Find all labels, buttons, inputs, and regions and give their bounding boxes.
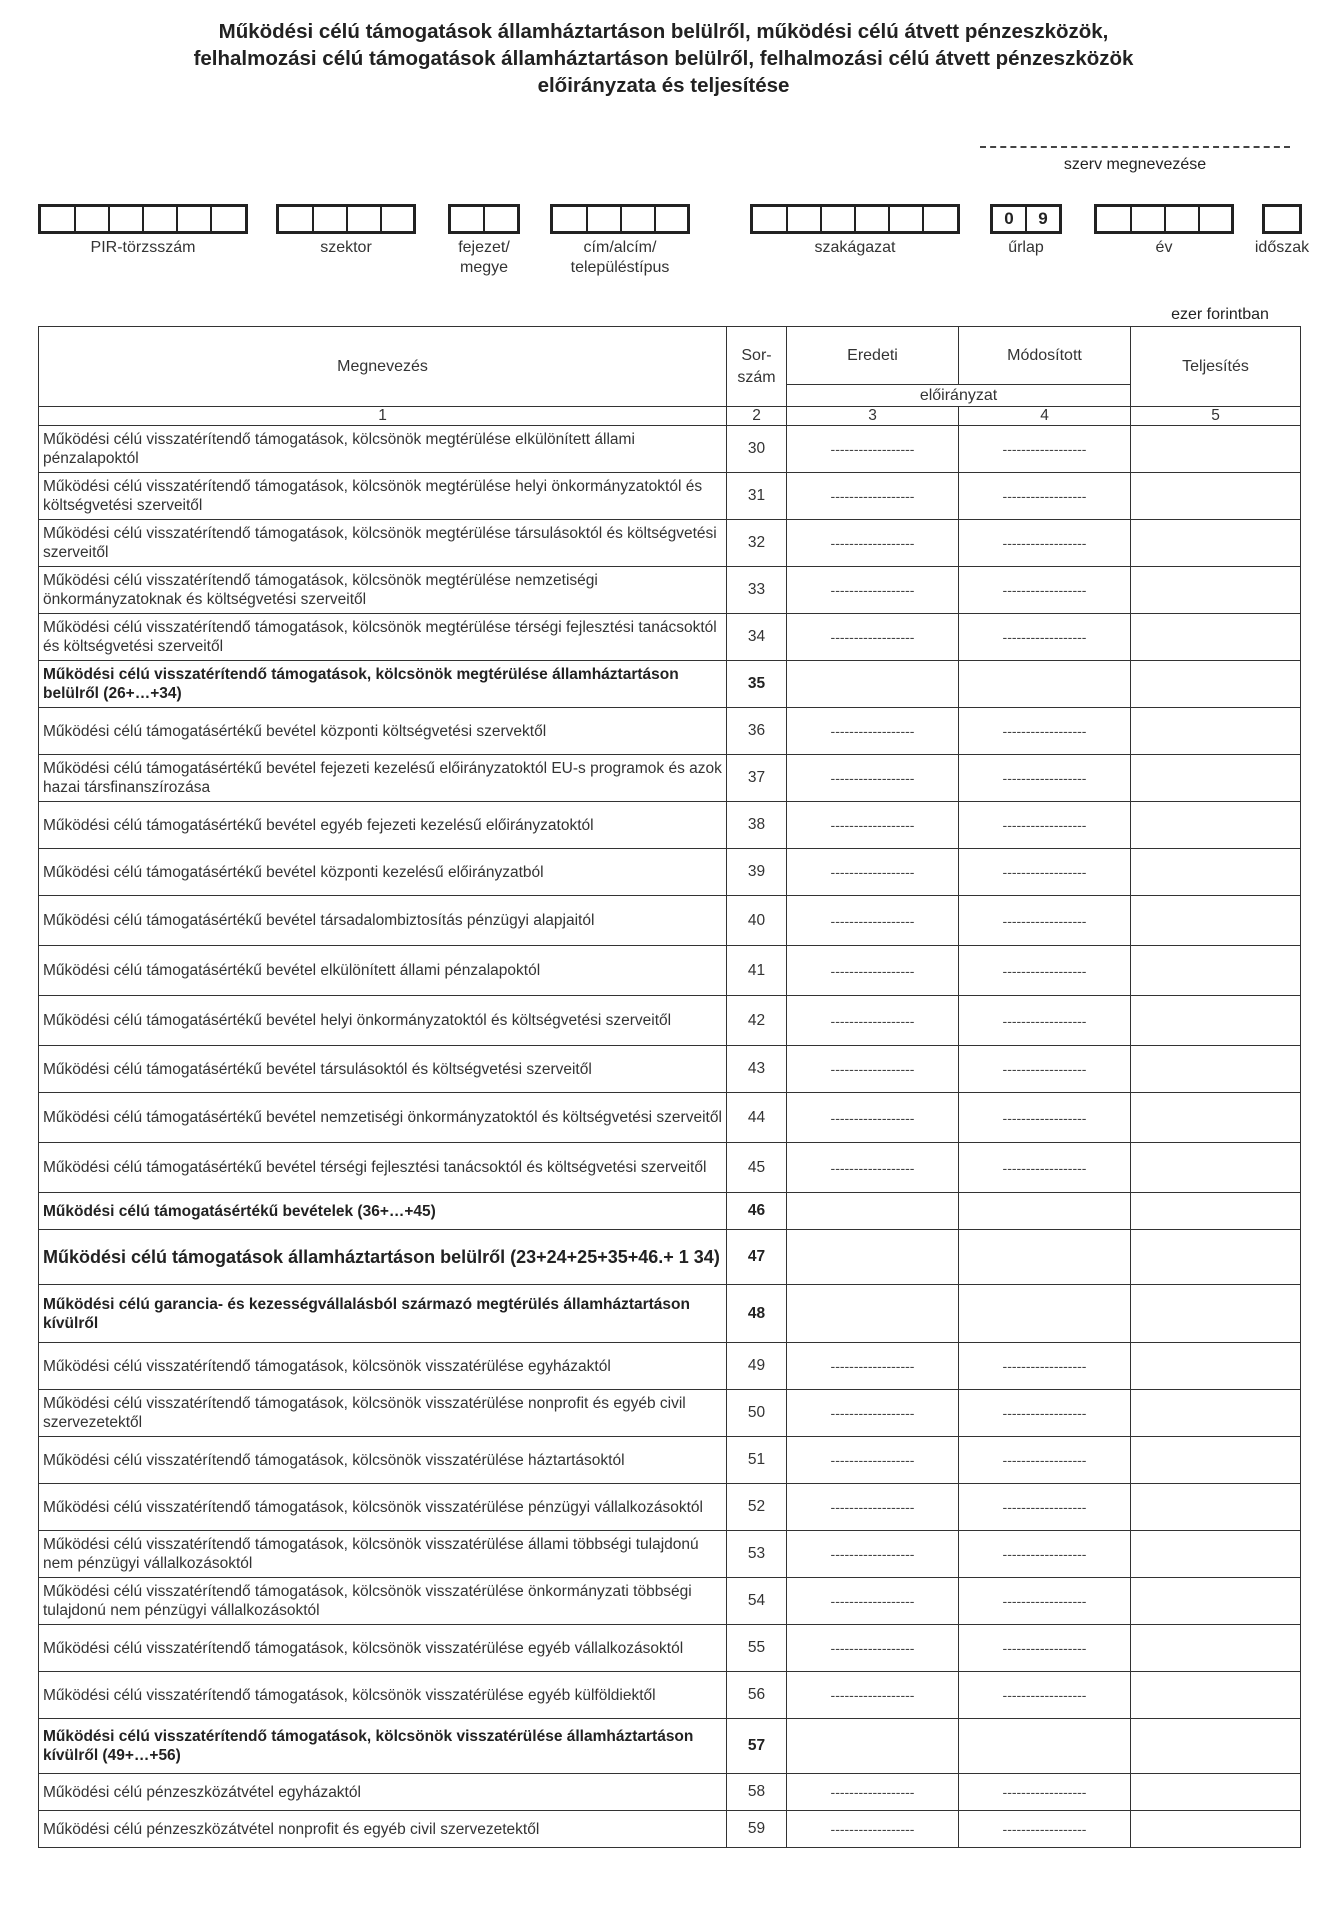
- col-header-eredeti: Eredeti: [787, 327, 959, 385]
- row-number: 52: [727, 1484, 787, 1531]
- row-eredeti-cell[interactable]: [787, 1719, 959, 1774]
- row-eredeti-cell: ------------------: [787, 1437, 959, 1484]
- table-row: [39, 1719, 1301, 1774]
- row-modositott-cell: ------------------: [959, 567, 1131, 614]
- row-number: 30: [727, 426, 787, 473]
- row-teljesites-cell[interactable]: [1131, 802, 1301, 849]
- col-number-5: 5: [1131, 407, 1301, 426]
- row-teljesites-cell[interactable]: [1131, 426, 1301, 473]
- row-modositott-cell: ------------------: [959, 1343, 1131, 1390]
- row-eredeti-cell: ------------------: [787, 996, 959, 1046]
- org-name-field[interactable]: [980, 146, 1290, 174]
- row-eredeti-cell: ------------------: [787, 708, 959, 755]
- row-number: 46: [727, 1193, 787, 1230]
- urlap-input: [990, 204, 1062, 234]
- row-teljesites-cell[interactable]: [1131, 1285, 1301, 1343]
- table-row: [39, 1193, 1301, 1230]
- form-title: [0, 18, 1327, 99]
- col-number-1: 1: [39, 407, 727, 426]
- row-label: Működési célú visszatérítendő támogatások, kölcsönök visszatérülése pénzügyi vállalkozásoktól: [39, 1484, 727, 1531]
- org-name-line: [980, 146, 1290, 150]
- row-teljesites-cell[interactable]: [1131, 755, 1301, 802]
- row-eredeti-cell: ------------------: [787, 1143, 959, 1193]
- row-label: Működési célú támogatásértékű bevétel elkülönített állami pénzalapoktól: [39, 946, 727, 996]
- row-eredeti-cell: ------------------: [787, 614, 959, 661]
- pir-label: PIR-törzsszám: [90, 239, 196, 256]
- row-eredeti-cell[interactable]: [787, 1285, 959, 1343]
- identifier-row: [0, 204, 1327, 284]
- row-teljesites-cell[interactable]: [1131, 1719, 1301, 1774]
- row-label: Működési célú garancia- és kezességvállalásból származó megtérülés államháztartáson kívülről: [39, 1285, 727, 1343]
- ev-label: év: [1155, 239, 1173, 256]
- row-modositott-cell: ------------------: [959, 1437, 1131, 1484]
- row-modositott-cell: ------------------: [959, 1774, 1131, 1811]
- col-header-megnevezes: Megnevezés: [39, 327, 727, 407]
- ev-input[interactable]: [1094, 204, 1234, 234]
- szakagazat-input[interactable]: [750, 204, 960, 234]
- row-teljesites-cell[interactable]: [1131, 567, 1301, 614]
- idoszak-input[interactable]: [1262, 204, 1302, 234]
- title-line-3: előirányzata és teljesítése: [537, 74, 790, 97]
- row-label: Működési célú visszatérítendő támogatások, kölcsönök visszatérülése háztartásoktól: [39, 1437, 727, 1484]
- row-eredeti-cell: ------------------: [787, 1672, 959, 1719]
- row-label: Működési célú visszatérítendő támogatások, kölcsönök visszatérülése állami többségi tulajdonú nem pénzügyi vállalkozásoktól: [39, 1531, 727, 1578]
- row-teljesites-cell[interactable]: [1131, 946, 1301, 996]
- table-row: [39, 1230, 1301, 1285]
- col-header-eloiranyzat: előirányzat: [787, 385, 1131, 407]
- urlap-digit-1: 0: [993, 207, 1027, 231]
- row-modositott-cell: ------------------: [959, 896, 1131, 946]
- row-label: Működési célú támogatásértékű bevétel térségi fejlesztési tanácsoktól és költségvetési szerveitől: [39, 1143, 727, 1193]
- row-eredeti-cell: ------------------: [787, 1343, 959, 1390]
- row-teljesites-cell[interactable]: [1131, 1625, 1301, 1672]
- row-modositott-cell: ------------------: [959, 1093, 1131, 1143]
- row-eredeti-cell: ------------------: [787, 1390, 959, 1437]
- row-teljesites-cell[interactable]: [1131, 1437, 1301, 1484]
- row-teljesites-cell[interactable]: [1131, 1343, 1301, 1390]
- row-teljesites-cell[interactable]: [1131, 1143, 1301, 1193]
- row-number: 33: [727, 567, 787, 614]
- unit-label: ezer forintban: [1171, 306, 1269, 323]
- org-name-label: szerv megnevezése: [1063, 156, 1207, 173]
- row-number: 36: [727, 708, 787, 755]
- table-row: [39, 896, 1301, 946]
- row-label: Működési célú visszatérítendő támogatások, kölcsönök megtérülése államháztartáson belülről (26+…+34): [39, 661, 727, 708]
- row-label: Működési célú támogatásértékű bevétel társadalombiztosítás pénzügyi alapjaitól: [39, 896, 727, 946]
- row-teljesites-cell[interactable]: [1131, 1046, 1301, 1093]
- row-number: 31: [727, 473, 787, 520]
- table-row: [39, 946, 1301, 996]
- row-teljesites-cell[interactable]: [1131, 1672, 1301, 1719]
- col-header-sorszam: Sor- szám: [727, 327, 787, 407]
- table-row: [39, 661, 1301, 708]
- row-eredeti-cell: ------------------: [787, 1093, 959, 1143]
- table-row: [39, 473, 1301, 520]
- title-line-2: felhalmozási célú támogatások államháztartáson belülről, felhalmozási célú átvett pénzeszközök: [193, 47, 1134, 70]
- row-eredeti-cell: ------------------: [787, 1578, 959, 1625]
- cim-input[interactable]: [550, 204, 690, 234]
- row-number: 44: [727, 1093, 787, 1143]
- table-row: [39, 520, 1301, 567]
- table-row: [39, 1437, 1301, 1484]
- row-number: 59: [727, 1811, 787, 1848]
- col-number-4: 4: [959, 407, 1131, 426]
- row-eredeti-cell: ------------------: [787, 1484, 959, 1531]
- fejezet-label: fejezet/ megye: [458, 239, 510, 276]
- row-eredeti-cell: ------------------: [787, 1625, 959, 1672]
- row-teljesites-cell[interactable]: [1131, 996, 1301, 1046]
- table-row: [39, 996, 1301, 1046]
- row-label: Működési célú visszatérítendő támogatások, kölcsönök visszatérülése nonprofit és egyéb civil szervezetektől: [39, 1390, 727, 1437]
- row-teljesites-cell[interactable]: [1131, 1093, 1301, 1143]
- row-teljesites-cell[interactable]: [1131, 520, 1301, 567]
- row-label: Működési célú támogatásértékű bevétel fejezeti kezelésű előirányzatoktól EU-s programok és azok hazai társfinanszírozása: [39, 755, 727, 802]
- row-eredeti-cell: ------------------: [787, 946, 959, 996]
- row-teljesites-cell[interactable]: [1131, 849, 1301, 896]
- row-label: Működési célú visszatérítendő támogatások, kölcsönök megtérülése térségi fejlesztési tanácsoktól és költségvetési szerveitől: [39, 614, 727, 661]
- row-label: Működési célú visszatérítendő támogatások, kölcsönök visszatérülése egyházaktól: [39, 1343, 727, 1390]
- row-modositott-cell: ------------------: [959, 1672, 1131, 1719]
- row-eredeti-cell: ------------------: [787, 426, 959, 473]
- row-modositott-cell[interactable]: [959, 1230, 1131, 1285]
- row-number: 50: [727, 1390, 787, 1437]
- row-number: 45: [727, 1143, 787, 1193]
- col-header-teljesites: Teljesítés: [1131, 327, 1301, 407]
- col-number-2: 2: [727, 407, 787, 426]
- fejezet-input[interactable]: [448, 204, 520, 234]
- row-number: 40: [727, 896, 787, 946]
- row-modositott-cell: ------------------: [959, 520, 1131, 567]
- row-modositott-cell[interactable]: [959, 1193, 1131, 1230]
- row-modositott-cell: ------------------: [959, 755, 1131, 802]
- table-row: [39, 614, 1301, 661]
- row-modositott-cell: ------------------: [959, 426, 1131, 473]
- row-number: 42: [727, 996, 787, 1046]
- row-eredeti-cell: ------------------: [787, 755, 959, 802]
- row-modositott-cell: ------------------: [959, 1625, 1131, 1672]
- table-row: [39, 426, 1301, 473]
- row-eredeti-cell: ------------------: [787, 896, 959, 946]
- row-modositott-cell: ------------------: [959, 614, 1131, 661]
- urlap-digit-2: 9: [1038, 209, 1048, 228]
- row-label: Működési célú támogatásértékű bevétel központi költségvetési szervektől: [39, 708, 727, 755]
- row-label: Működési célú támogatásértékű bevétel helyi önkormányzatoktól és költségvetési szerveitől: [39, 996, 727, 1046]
- row-teljesites-cell[interactable]: [1131, 614, 1301, 661]
- row-modositott-cell[interactable]: [959, 1719, 1131, 1774]
- table-row: [39, 1343, 1301, 1390]
- row-label: Működési célú támogatásértékű bevétel társulásoktól és költségvetési szerveitől: [39, 1046, 727, 1093]
- row-eredeti-cell: ------------------: [787, 802, 959, 849]
- row-label: Működési célú támogatásértékű bevétel központi kezelésű előirányzatból: [39, 849, 727, 896]
- row-number: 56: [727, 1672, 787, 1719]
- row-teljesites-cell[interactable]: [1131, 1774, 1301, 1811]
- row-eredeti-cell: ------------------: [787, 473, 959, 520]
- table-row: [39, 1285, 1301, 1343]
- row-eredeti-cell: ------------------: [787, 520, 959, 567]
- row-label: Működési célú visszatérítendő támogatások, kölcsönök visszatérülése egyéb külföldiektől: [39, 1672, 727, 1719]
- row-eredeti-cell[interactable]: [787, 1230, 959, 1285]
- row-number: 35: [727, 661, 787, 708]
- row-teljesites-cell[interactable]: [1131, 1531, 1301, 1578]
- row-label: Működési célú pénzeszközátvétel egyházaktól: [39, 1774, 727, 1811]
- row-modositott-cell: ------------------: [959, 1531, 1131, 1578]
- row-teljesites-cell[interactable]: [1131, 1390, 1301, 1437]
- row-eredeti-cell: ------------------: [787, 1046, 959, 1093]
- szektor-input[interactable]: [276, 204, 416, 234]
- row-modositott-cell: ------------------: [959, 1143, 1131, 1193]
- row-label: Működési célú visszatérítendő támogatások, kölcsönök megtérülése társulásoktól és költségvetési szerveitől: [39, 520, 727, 567]
- row-teljesites-cell[interactable]: [1131, 896, 1301, 946]
- row-label: Működési célú visszatérítendő támogatások, kölcsönök megtérülése elkülönített állami pénzalapoktól: [39, 426, 727, 473]
- row-modositott-cell: ------------------: [959, 849, 1131, 896]
- row-modositott-cell: ------------------: [959, 802, 1131, 849]
- col-number-3: 3: [787, 407, 959, 426]
- row-eredeti-cell: ------------------: [787, 1811, 959, 1848]
- row-modositott-cell: ------------------: [959, 1484, 1131, 1531]
- row-modositott-cell[interactable]: [959, 661, 1131, 708]
- table-row: [39, 567, 1301, 614]
- row-number: 57: [727, 1719, 787, 1774]
- table-row: [39, 1625, 1301, 1672]
- row-number: 39: [727, 849, 787, 896]
- row-eredeti-cell: ------------------: [787, 1531, 959, 1578]
- row-eredeti-cell: ------------------: [787, 849, 959, 896]
- row-eredeti-cell[interactable]: [787, 661, 959, 708]
- row-teljesites-cell[interactable]: [1131, 1578, 1301, 1625]
- row-eredeti-cell[interactable]: [787, 1193, 959, 1230]
- row-modositott-cell[interactable]: [959, 1285, 1131, 1343]
- table-row: [39, 1143, 1301, 1193]
- row-label: Működési célú visszatérítendő támogatások, kölcsönök visszatérülése államháztartáson kívülről (49+…+56): [39, 1719, 727, 1774]
- szakagazat-label: szakágazat: [814, 239, 896, 256]
- table-row: [39, 755, 1301, 802]
- row-modositott-cell: ------------------: [959, 708, 1131, 755]
- row-teljesites-cell[interactable]: [1131, 1230, 1301, 1285]
- row-number: 58: [727, 1774, 787, 1811]
- table-row: [39, 1046, 1301, 1093]
- table-row: [39, 1093, 1301, 1143]
- row-modositott-cell: ------------------: [959, 473, 1131, 520]
- table-row: [39, 708, 1301, 755]
- row-number: 34: [727, 614, 787, 661]
- row-number: 54: [727, 1578, 787, 1625]
- row-label: Működési célú támogatások államháztartáson belülről (23+24+25+35+46.+ 1 34): [39, 1230, 727, 1285]
- row-label: Működési célú pénzeszközátvétel nonprofit és egyéb civil szervezetektől: [39, 1811, 727, 1848]
- row-number: 38: [727, 802, 787, 849]
- table-row: [39, 1484, 1301, 1531]
- row-number: 53: [727, 1531, 787, 1578]
- row-number: 55: [727, 1625, 787, 1672]
- urlap-label: űrlap: [1008, 239, 1044, 256]
- row-modositott-cell: ------------------: [959, 1046, 1131, 1093]
- idoszak-label: időszak: [1254, 239, 1310, 256]
- row-teljesites-cell[interactable]: [1131, 661, 1301, 708]
- row-number: 37: [727, 755, 787, 802]
- row-number: 47: [727, 1230, 787, 1285]
- row-eredeti-cell: ------------------: [787, 1774, 959, 1811]
- row-label: Működési célú visszatérítendő támogatások, kölcsönök megtérülése nemzetiségi önkormányzatoknak és költségvetési szerveitől: [39, 567, 727, 614]
- row-label: Működési célú támogatásértékű bevételek (36+…+45): [39, 1193, 727, 1230]
- row-label: Működési célú támogatásértékű bevétel nemzetiségi önkormányzatoktól és költségvetési szerveitől: [39, 1093, 727, 1143]
- row-modositott-cell: ------------------: [959, 1811, 1131, 1848]
- row-eredeti-cell: ------------------: [787, 567, 959, 614]
- row-label: Működési célú visszatérítendő támogatások, kölcsönök visszatérülése önkormányzati többségi tulajdonú nem pénzügyi vállalkozásoktól: [39, 1578, 727, 1625]
- table-row: [39, 802, 1301, 849]
- row-number: 49: [727, 1343, 787, 1390]
- row-number: 43: [727, 1046, 787, 1093]
- table-row: [39, 1531, 1301, 1578]
- row-teljesites-cell[interactable]: [1131, 708, 1301, 755]
- row-modositott-cell: ------------------: [959, 1578, 1131, 1625]
- row-number: 32: [727, 520, 787, 567]
- row-modositott-cell: ------------------: [959, 946, 1131, 996]
- row-teljesites-cell[interactable]: [1131, 1193, 1301, 1230]
- table-row: [39, 849, 1301, 896]
- table-row: [39, 1578, 1301, 1625]
- title-line-1: Működési célú támogatások államháztartáson belülről, működési célú átvett pénzeszközök,: [218, 20, 1109, 43]
- row-number: 51: [727, 1437, 787, 1484]
- row-number: 41: [727, 946, 787, 996]
- row-number: 48: [727, 1285, 787, 1343]
- szektor-label: szektor: [320, 239, 372, 256]
- table-row: [39, 1672, 1301, 1719]
- table-row: [39, 1811, 1301, 1848]
- row-teljesites-cell[interactable]: [1131, 473, 1301, 520]
- row-modositott-cell: ------------------: [959, 1390, 1131, 1437]
- pir-input[interactable]: [38, 204, 248, 234]
- table-row: [39, 1390, 1301, 1437]
- col-header-modositott: Módosított: [959, 327, 1131, 385]
- row-label: Működési célú visszatérítendő támogatások, kölcsönök megtérülése helyi önkormányzatoktól és költségvetési szerveitől: [39, 473, 727, 520]
- data-table: [38, 326, 1301, 1848]
- row-modositott-cell: ------------------: [959, 996, 1131, 1046]
- cim-label: cím/alcím/ településtípus: [570, 239, 670, 276]
- row-teljesites-cell[interactable]: [1131, 1484, 1301, 1531]
- row-teljesites-cell[interactable]: [1131, 1811, 1301, 1848]
- table-row: [39, 1774, 1301, 1811]
- row-label: Működési célú támogatásértékű bevétel egyéb fejezeti kezelésű előirányzatoktól: [39, 802, 727, 849]
- row-label: Működési célú visszatérítendő támogatások, kölcsönök visszatérülése egyéb vállalkozásoktól: [39, 1625, 727, 1672]
